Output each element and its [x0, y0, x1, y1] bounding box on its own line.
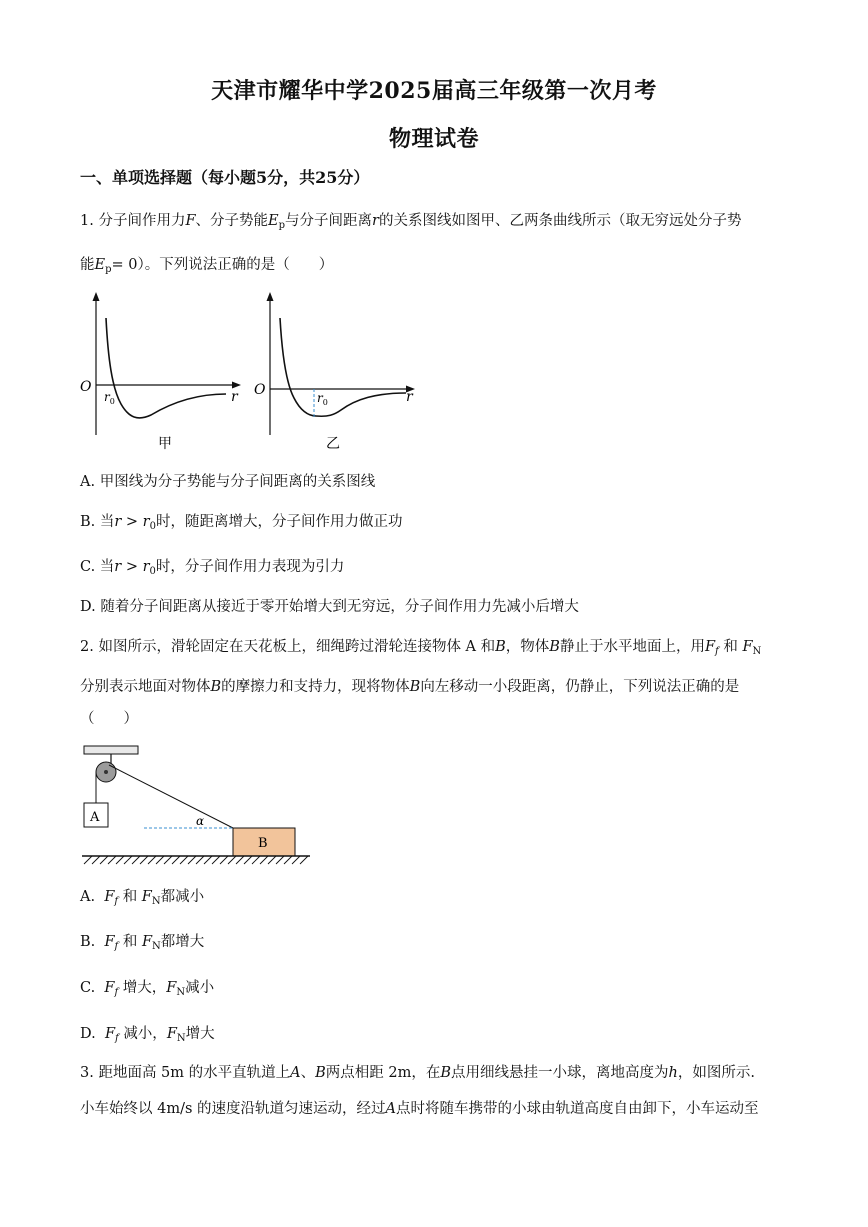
q3-stem-line1: 3. 距地面高 5m 的水平直轨道上A、B两点相距 2m，在B点用细线悬挂一小球，离地高度为h，如图所示. — [80, 1065, 755, 1081]
q1-option-c: C. 当$r > r_0$时，分子间作用力表现为引力 — [80, 559, 345, 577]
q1-stem-line2: 能$E_p= 0$）。下列说法正确的是（ ） — [80, 257, 334, 275]
q2-option-a: A. $F_f$ 和 $F_N$都减小 — [80, 889, 205, 907]
q2-stem-line2: 分别表示地面对物体B的摩擦力和支持力，现将物体B向左移动一小段距离，仍静止，下列说法正确的是 — [80, 679, 740, 695]
block-a-label: A — [90, 810, 100, 825]
q1-figures — [76, 288, 426, 458]
q2-stem-line3: （ ） — [80, 711, 138, 727]
figure-yi — [254, 292, 415, 452]
caption-yi: 乙 — [326, 436, 340, 452]
arrow-up-icon — [267, 292, 274, 301]
q3-stem-line2: 小车始终以 4m/s 的速度沿轨道匀速运动，经过A点时将随车携带的小球由轨道高度自由卸下，小车运动至 — [80, 1101, 759, 1117]
arrow-right-icon — [232, 382, 241, 389]
q2-stem-line1: 2. 如图所示，滑轮固定在天花板上，细绳跨过滑轮连接物体 A 和B，物体B静止于水平地面上，用$F_f$ 和 $F_N$ — [80, 639, 762, 657]
q2-option-c: C. $F_f$ 增大，$F_N$减小 — [80, 980, 215, 998]
caption-jia: 甲 — [158, 436, 172, 452]
q1-stem-line1: 1. 分子间作用力F、分子势能$E_p$与分子间距离r的关系图线如图甲、乙两条曲线所示（取无穷远处分子势 — [80, 213, 742, 231]
page-subtitle: 物理试卷 — [388, 126, 479, 152]
axis-r-label: r — [406, 389, 413, 405]
curve-jia — [106, 318, 226, 418]
angle-label: α — [196, 814, 205, 828]
q2-figure — [78, 740, 314, 868]
figure-jia — [80, 292, 241, 452]
section-heading: 一、单项选择题（每小题5分，共25分） — [80, 168, 370, 187]
axis-r-label: r — [231, 389, 238, 405]
q1-option-a: A. 甲图线为分子势能与分子间距离的关系图线 — [80, 474, 376, 490]
r0-label: $r_0$ — [317, 391, 328, 407]
q1-option-d: D. 随着分子间距离从接近于零开始增大到无穷远，分子间作用力先减小后增大 — [80, 599, 579, 615]
q2-option-b: B. $F_f$ 和 $F_N$都增大 — [80, 934, 205, 952]
origin-label: O — [80, 379, 92, 395]
q1-option-b: B. 当$r > r_0$时，随距离增大，分子间作用力做正功 — [80, 514, 403, 532]
arrow-up-icon — [93, 292, 100, 301]
ground-hatching — [84, 856, 308, 864]
r0-label: $r_0$ — [104, 390, 115, 406]
page-title: 天津市耀华中学2025届高三年级第一次月考 — [211, 78, 657, 104]
q2-option-d: D. $F_f$ 减小，$F_N$增大 — [80, 1026, 215, 1044]
origin-label: O — [254, 382, 266, 398]
rope — [109, 765, 233, 828]
ceiling-plate — [84, 746, 138, 754]
block-b-label: B — [258, 836, 268, 851]
curve-yi — [280, 318, 406, 416]
